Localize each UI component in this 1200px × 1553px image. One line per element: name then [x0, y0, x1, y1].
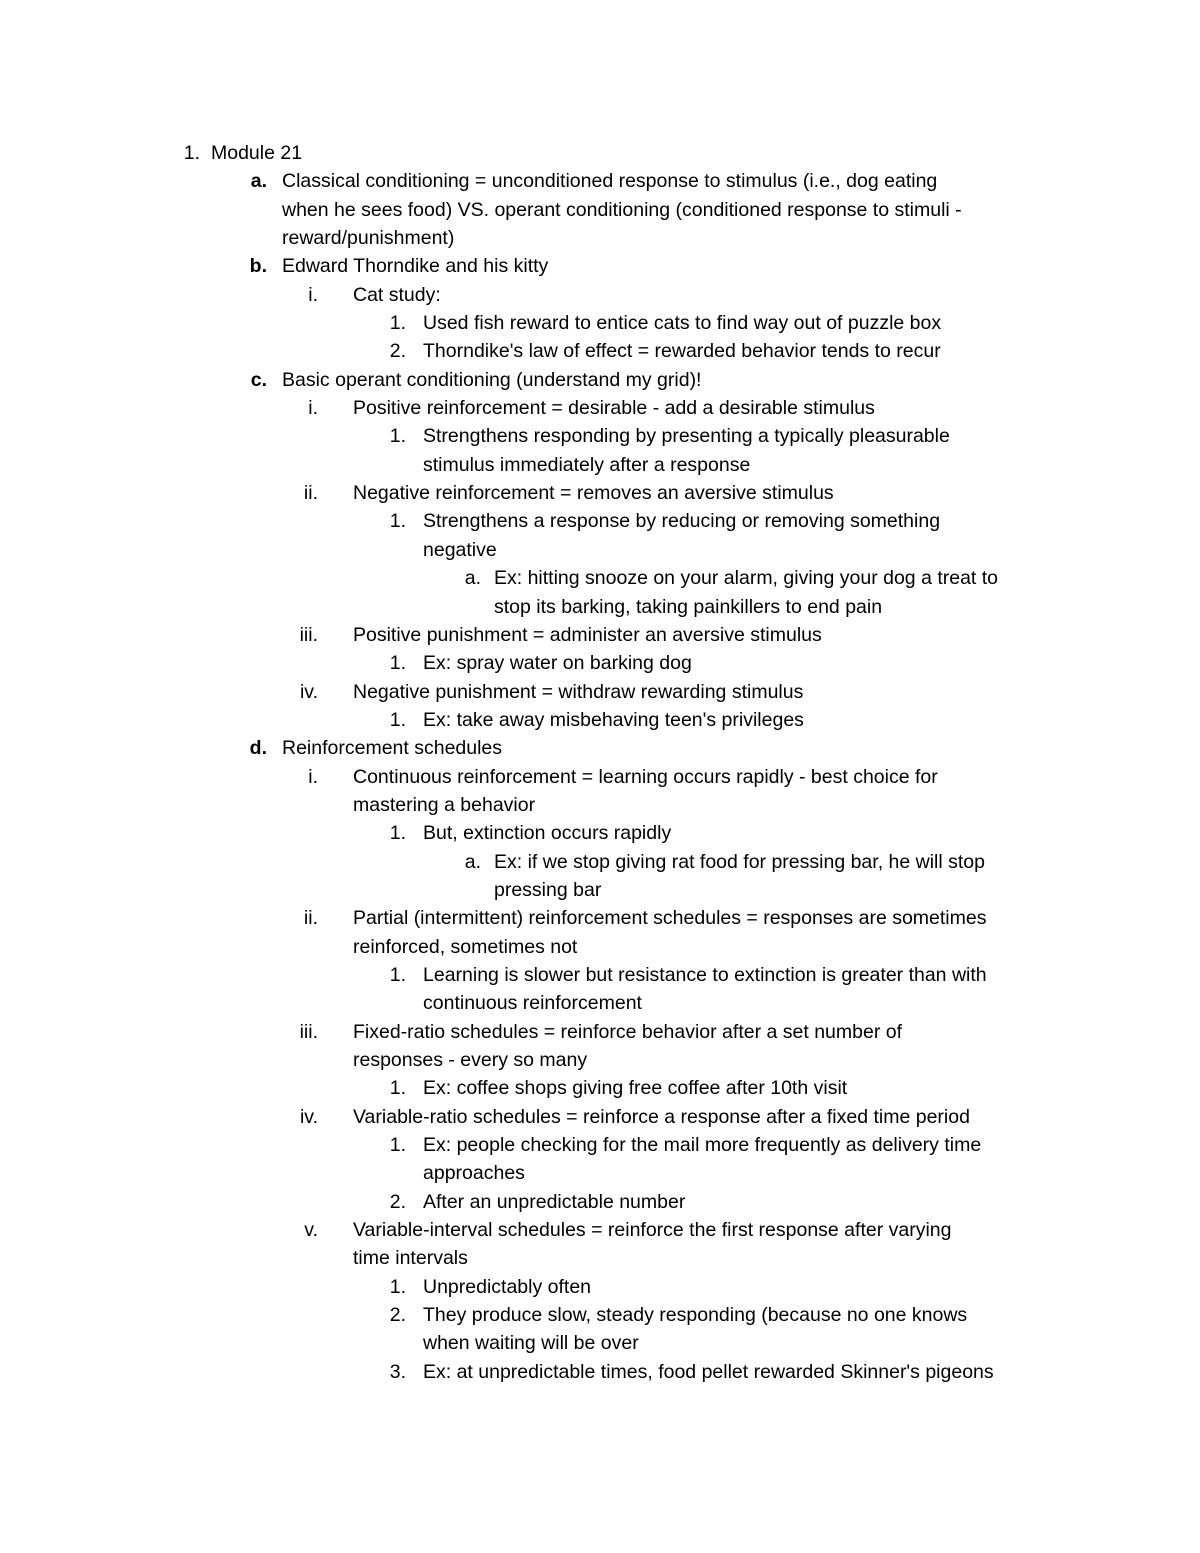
outline-line [0, 252, 1200, 280]
outline-text: Basic operant conditioning (understand my grid)! [282, 368, 702, 391]
outline-text: Strengthens a response by reducing or removing something [423, 510, 941, 533]
outline-text: approaches [423, 1162, 525, 1185]
outline-text: Negative punishment = withdraw rewarding stimulus [353, 680, 804, 703]
list-marker: a. [464, 567, 481, 590]
list-marker: 1. [389, 963, 406, 986]
outline-text: Positive reinforcement = desirable - add a desirable stimulus [353, 397, 875, 420]
outline-line [0, 791, 1200, 819]
list-marker: 3. [389, 1360, 406, 1383]
outline-line [0, 309, 1200, 337]
list-marker: ii. [303, 907, 318, 930]
outline-text: Edward Thorndike and his kitty [282, 255, 549, 278]
outline-line [0, 1358, 1200, 1386]
list-marker: iii. [299, 623, 318, 646]
list-marker: c. [250, 368, 267, 391]
outline-line [0, 1103, 1200, 1131]
outline-text: Variable-ratio schedules = reinforce a response after a fixed time period [353, 1105, 970, 1128]
outline-line [0, 876, 1200, 904]
outline-text: Ex: if we stop giving rat food for pressing bar, he will stop [494, 850, 985, 873]
list-marker: iii. [299, 1020, 318, 1043]
outline-line [0, 649, 1200, 677]
outline-text: Cat study: [353, 283, 441, 306]
outline-text: time intervals [353, 1247, 468, 1270]
outline-text: Used fish reward to entice cats to find way out of puzzle box [423, 312, 942, 335]
outline-text: Reinforcement schedules [282, 737, 503, 760]
outline-text: when waiting will be over [423, 1332, 639, 1355]
outline-line [0, 1188, 1200, 1216]
list-marker: 1. [389, 425, 406, 448]
list-marker: a. [250, 170, 267, 193]
outline-line [0, 366, 1200, 394]
outline-line [0, 1018, 1200, 1046]
outline-text: pressing bar [494, 878, 602, 901]
outline-text: Ex: spray water on barking dog [423, 652, 692, 675]
outline-text: Variable-interval schedules = reinforce the first response after varying [353, 1219, 952, 1242]
list-marker: 1. [389, 312, 406, 335]
outline-line [0, 734, 1200, 762]
outline-text: Thorndike's law of effect = rewarded behavior tends to recur [423, 340, 941, 363]
list-marker: d. [249, 737, 267, 760]
outline-text: They produce slow, steady responding (because no one knows [423, 1304, 968, 1327]
outline-line [0, 394, 1200, 422]
document-page [0, 139, 1200, 1386]
outline-line [0, 593, 1200, 621]
outline-text: Negative reinforcement = removes an aversive stimulus [353, 482, 834, 505]
outline-text: stop its barking, taking painkillers to end pain [494, 595, 883, 618]
outline-line [0, 1244, 1200, 1272]
list-marker: 1. [389, 708, 406, 731]
outline-line [0, 1301, 1200, 1329]
outline-line [0, 139, 1200, 167]
outline-text: stimulus immediately after a response [423, 453, 751, 476]
outline-line [0, 167, 1200, 195]
outline-line [0, 1273, 1200, 1301]
outline-line [0, 819, 1200, 847]
outline-line [0, 1216, 1200, 1244]
list-marker: 2. [389, 1304, 406, 1327]
list-marker: 1. [389, 652, 406, 675]
list-marker: a. [464, 850, 481, 873]
list-marker: v. [304, 1219, 318, 1242]
list-marker: 1. [183, 142, 200, 164]
outline-line [0, 451, 1200, 479]
outline-text: Ex: at unpredictable times, food pellet rewarded Skinner's pigeons [423, 1360, 994, 1383]
outline-text: Positive punishment = administer an aversive stimulus [353, 623, 822, 646]
outline-line [0, 848, 1200, 876]
outline-line [0, 281, 1200, 309]
list-marker: b. [249, 255, 267, 278]
outline-text: Unpredictably often [423, 1275, 592, 1298]
list-marker: 1. [389, 1077, 406, 1100]
outline-text: when he sees food) VS. operant conditioning (conditioned response to stimuli - [282, 198, 962, 221]
outline-line [0, 989, 1200, 1017]
outline-text: responses - every so many [353, 1049, 588, 1071]
outline-line [0, 1131, 1200, 1159]
outline-line [0, 1074, 1200, 1102]
outline-line [0, 763, 1200, 791]
outline-line [0, 1329, 1200, 1357]
list-marker: iv. [299, 1105, 318, 1128]
outline-line [0, 933, 1200, 961]
outline-line [0, 1159, 1200, 1187]
outline-text: mastering a behavior [353, 793, 536, 816]
outline-text: Partial (intermittent) reinforcement schedules = responses are sometimes [353, 907, 987, 930]
outline-line [0, 706, 1200, 734]
outline-line [0, 422, 1200, 450]
outline-text: Strengthens responding by presenting a typically pleasurable [423, 425, 950, 448]
list-marker: i. [308, 765, 318, 788]
list-marker: ii. [303, 482, 318, 505]
outline-text: After an unpredictable number [423, 1190, 686, 1213]
outline-text: Continuous reinforcement = learning occurs rapidly - best choice for [353, 765, 938, 788]
list-marker: 1. [389, 1275, 406, 1298]
outline-text: Ex: hitting snooze on your alarm, giving your dog a treat to [494, 567, 999, 590]
list-marker: 2. [389, 340, 406, 363]
list-marker: 1. [389, 510, 406, 533]
outline-line [0, 1046, 1200, 1074]
list-marker: 1. [389, 822, 406, 845]
outline-text: Learning is slower but resistance to extinction is greater than with [423, 963, 987, 986]
list-marker: 1. [389, 1134, 406, 1157]
outline-text: Classical conditioning = unconditioned response to stimulus (i.e., dog eating [282, 170, 938, 193]
list-marker: 2. [389, 1190, 406, 1213]
outline-text: reinforced, sometimes not [353, 935, 578, 958]
outline-text: Ex: people checking for the mail more frequently as delivery time [423, 1134, 982, 1157]
list-marker: i. [308, 283, 318, 306]
outline-text: reward/punishment) [282, 227, 455, 250]
outline-line [0, 564, 1200, 592]
outline-text: Ex: take away misbehaving teen's privileges [423, 708, 804, 731]
outline-line [0, 337, 1200, 365]
outline-text: Module 21 [211, 142, 303, 164]
outline-text: negative [423, 538, 497, 561]
outline-text: Ex: coffee shops giving free coffee after 10th visit [423, 1077, 848, 1100]
list-marker: i. [308, 397, 318, 420]
list-marker: iv. [299, 680, 318, 703]
outline-line [0, 536, 1200, 564]
outline-text: But, extinction occurs rapidly [423, 822, 672, 845]
outline-line [0, 678, 1200, 706]
outline-line [0, 961, 1200, 989]
outline-text: Fixed-ratio schedules = reinforce behavior after a set number of [353, 1020, 902, 1043]
outline-line [0, 507, 1200, 535]
outline-text: continuous reinforcement [423, 992, 642, 1015]
outline-line [0, 479, 1200, 507]
outline-line [0, 904, 1200, 932]
outline-line [0, 224, 1200, 252]
outline-line [0, 196, 1200, 224]
outline-line [0, 621, 1200, 649]
